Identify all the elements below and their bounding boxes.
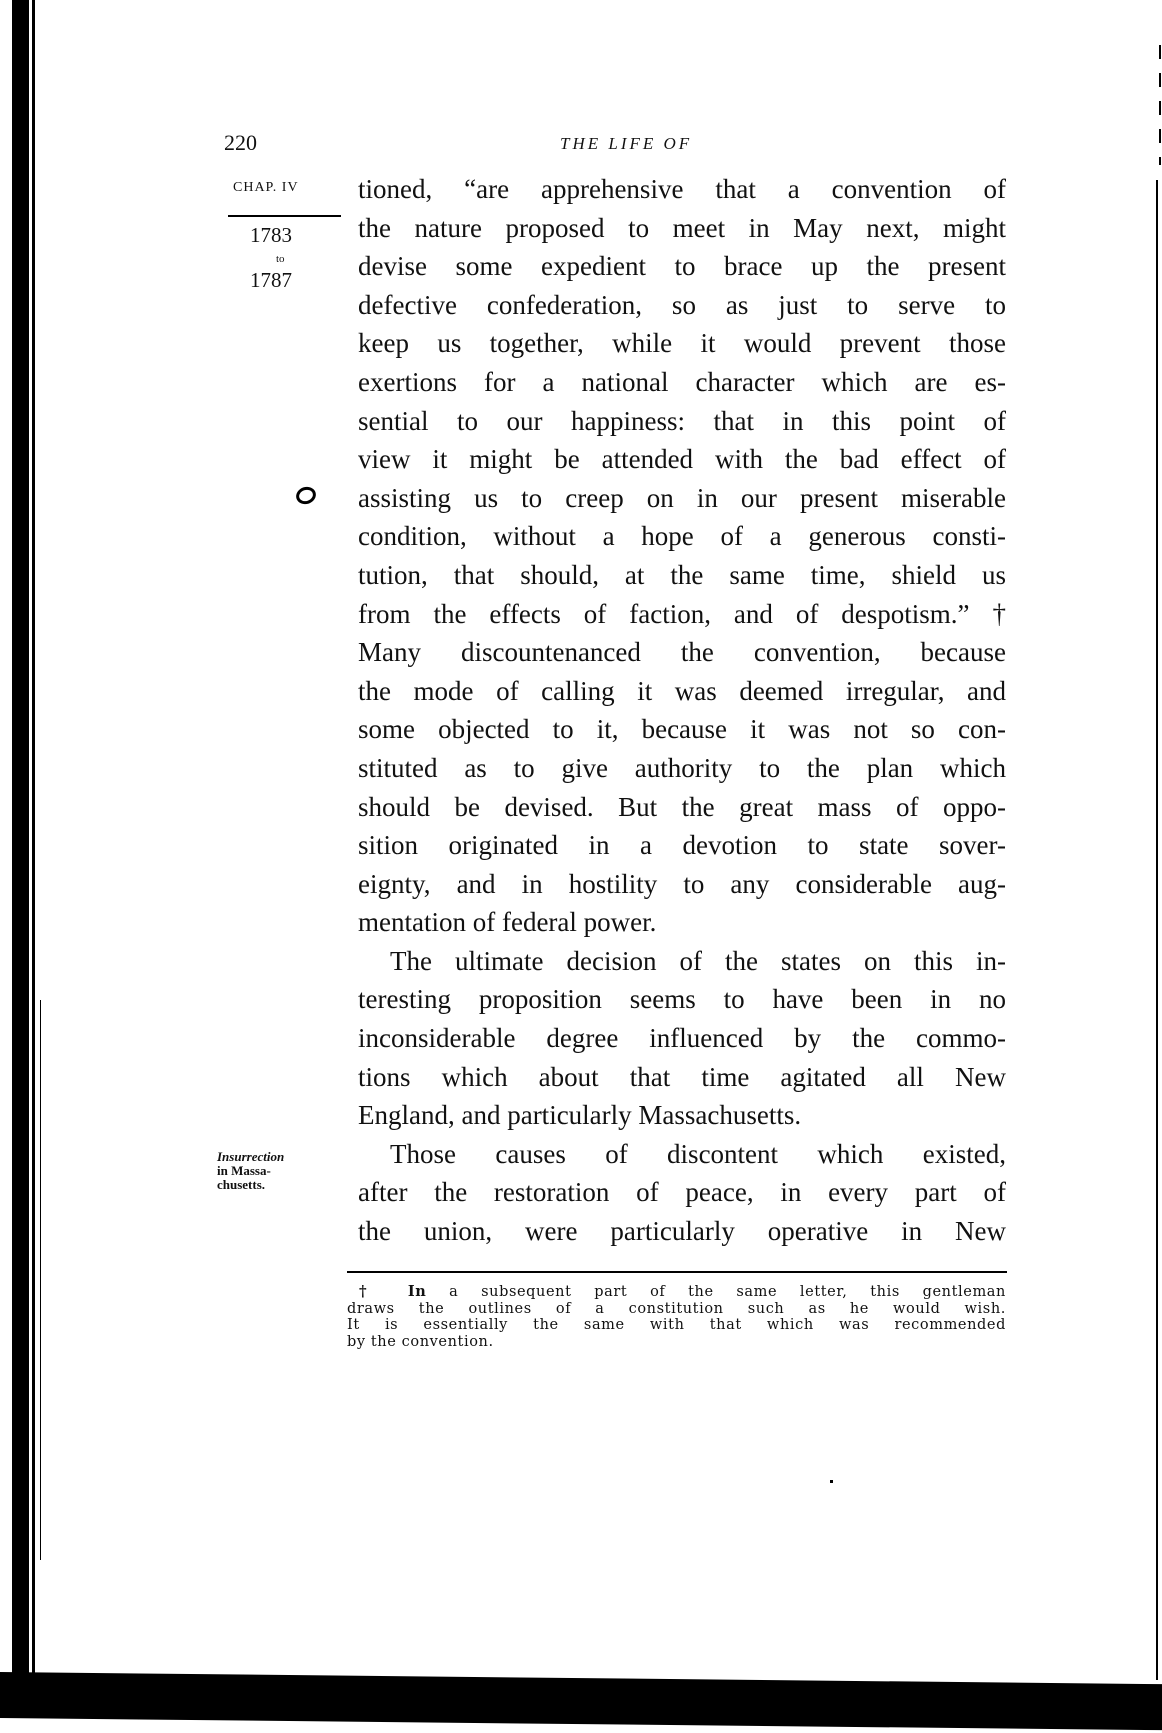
text-line: stituted as to give authority to the plan which <box>358 752 1006 783</box>
circle-mark-icon <box>294 484 318 506</box>
chapter-label: CHAP. IV <box>233 180 299 195</box>
running-head: THE LIFE OF <box>560 134 693 153</box>
scan-edge-line <box>32 0 35 1680</box>
year-range-to: to <box>276 253 285 265</box>
chapter-rule <box>228 215 341 217</box>
text-line: Many discountenanced the convention, because <box>358 637 1006 668</box>
text-line: tions which about that time agitated all New <box>358 1061 1006 1092</box>
text-line: devise some expedient to brace up the present <box>358 251 1006 282</box>
footnote-marker: † In <box>359 1283 427 1300</box>
scan-bottom-edge <box>0 1672 1162 1730</box>
text-line: Those causes of discontent which existed, <box>390 1138 1006 1169</box>
year-range-end: 1787 <box>250 268 292 292</box>
side-note-line: in Massa- <box>217 1163 271 1178</box>
text-line: the union, were particularly operative in New <box>358 1216 1006 1247</box>
text-line: tution, that should, at the same time, shield us <box>358 559 1006 590</box>
footnote-text: a subsequent part of the same letter, this gentleman <box>449 1284 1006 1300</box>
text-line: condition, without a hope of a generous consti- <box>358 521 1006 552</box>
text-line: sential to our happiness: that in this point of <box>358 405 1006 436</box>
scan-right-marks <box>1159 45 1161 165</box>
side-note-line: Insurrection <box>217 1149 285 1164</box>
text-line: sition originated in a devotion to state sover- <box>358 830 1006 861</box>
year-range-start: 1783 <box>250 223 292 247</box>
footnote <box>347 1284 1006 1350</box>
text-line: mentation of federal power. <box>358 907 657 938</box>
footnote-line: by the convention. <box>347 1333 494 1350</box>
text-line: view it might be attended with the bad effect of <box>358 444 1006 475</box>
text-line: eignty, and in hostility to any considerable aug- <box>358 868 1006 899</box>
text-line: tioned, “are apprehensive that a convention of <box>358 174 1006 204</box>
text-line: exertions for a national character which are es- <box>358 366 1006 397</box>
body-text <box>358 170 1006 1251</box>
scan-edge-line <box>26 600 28 1600</box>
text-line: The ultimate decision of the states on this in- <box>390 945 1006 976</box>
scan-right-edge <box>1156 180 1158 1680</box>
footnote-line: It is essentially the same with that which was recommended <box>347 1317 1006 1333</box>
scan-edge-line <box>40 1000 41 1560</box>
text-line: assisting us to creep on in our present miserable <box>358 482 1006 513</box>
text-line: should be devised. But the great mass of oppo- <box>358 791 1006 822</box>
scan-speck <box>830 1480 833 1483</box>
footnote-rule <box>347 1271 1007 1273</box>
side-note <box>217 1150 284 1192</box>
text-line: England, and particularly Massachusetts. <box>358 1100 802 1131</box>
text-line: from the effects of faction, and of despotism.” † <box>358 598 1006 629</box>
text-line: defective confederation, so as just to serve to <box>358 289 1006 320</box>
page-number: 220 <box>224 130 257 155</box>
text-line: inconsiderable degree influenced by the commo- <box>358 1023 1006 1054</box>
footnote-line: draws the outlines of a constitution such as he would wish. <box>347 1300 1006 1317</box>
text-line: keep us together, while it would prevent those <box>358 328 1006 359</box>
text-line: some objected to it, because it was not so con- <box>358 714 1006 745</box>
text-line: the mode of calling it was deemed irregular, and <box>358 675 1006 706</box>
footnote-line <box>347 1284 1006 1301</box>
text-line: the nature proposed to meet in May next, might <box>358 212 1006 243</box>
text-line: teresting proposition seems to have been in no <box>358 984 1006 1015</box>
side-note-line: chusetts. <box>217 1177 266 1192</box>
text-line: after the restoration of peace, in every part of <box>358 1177 1006 1208</box>
